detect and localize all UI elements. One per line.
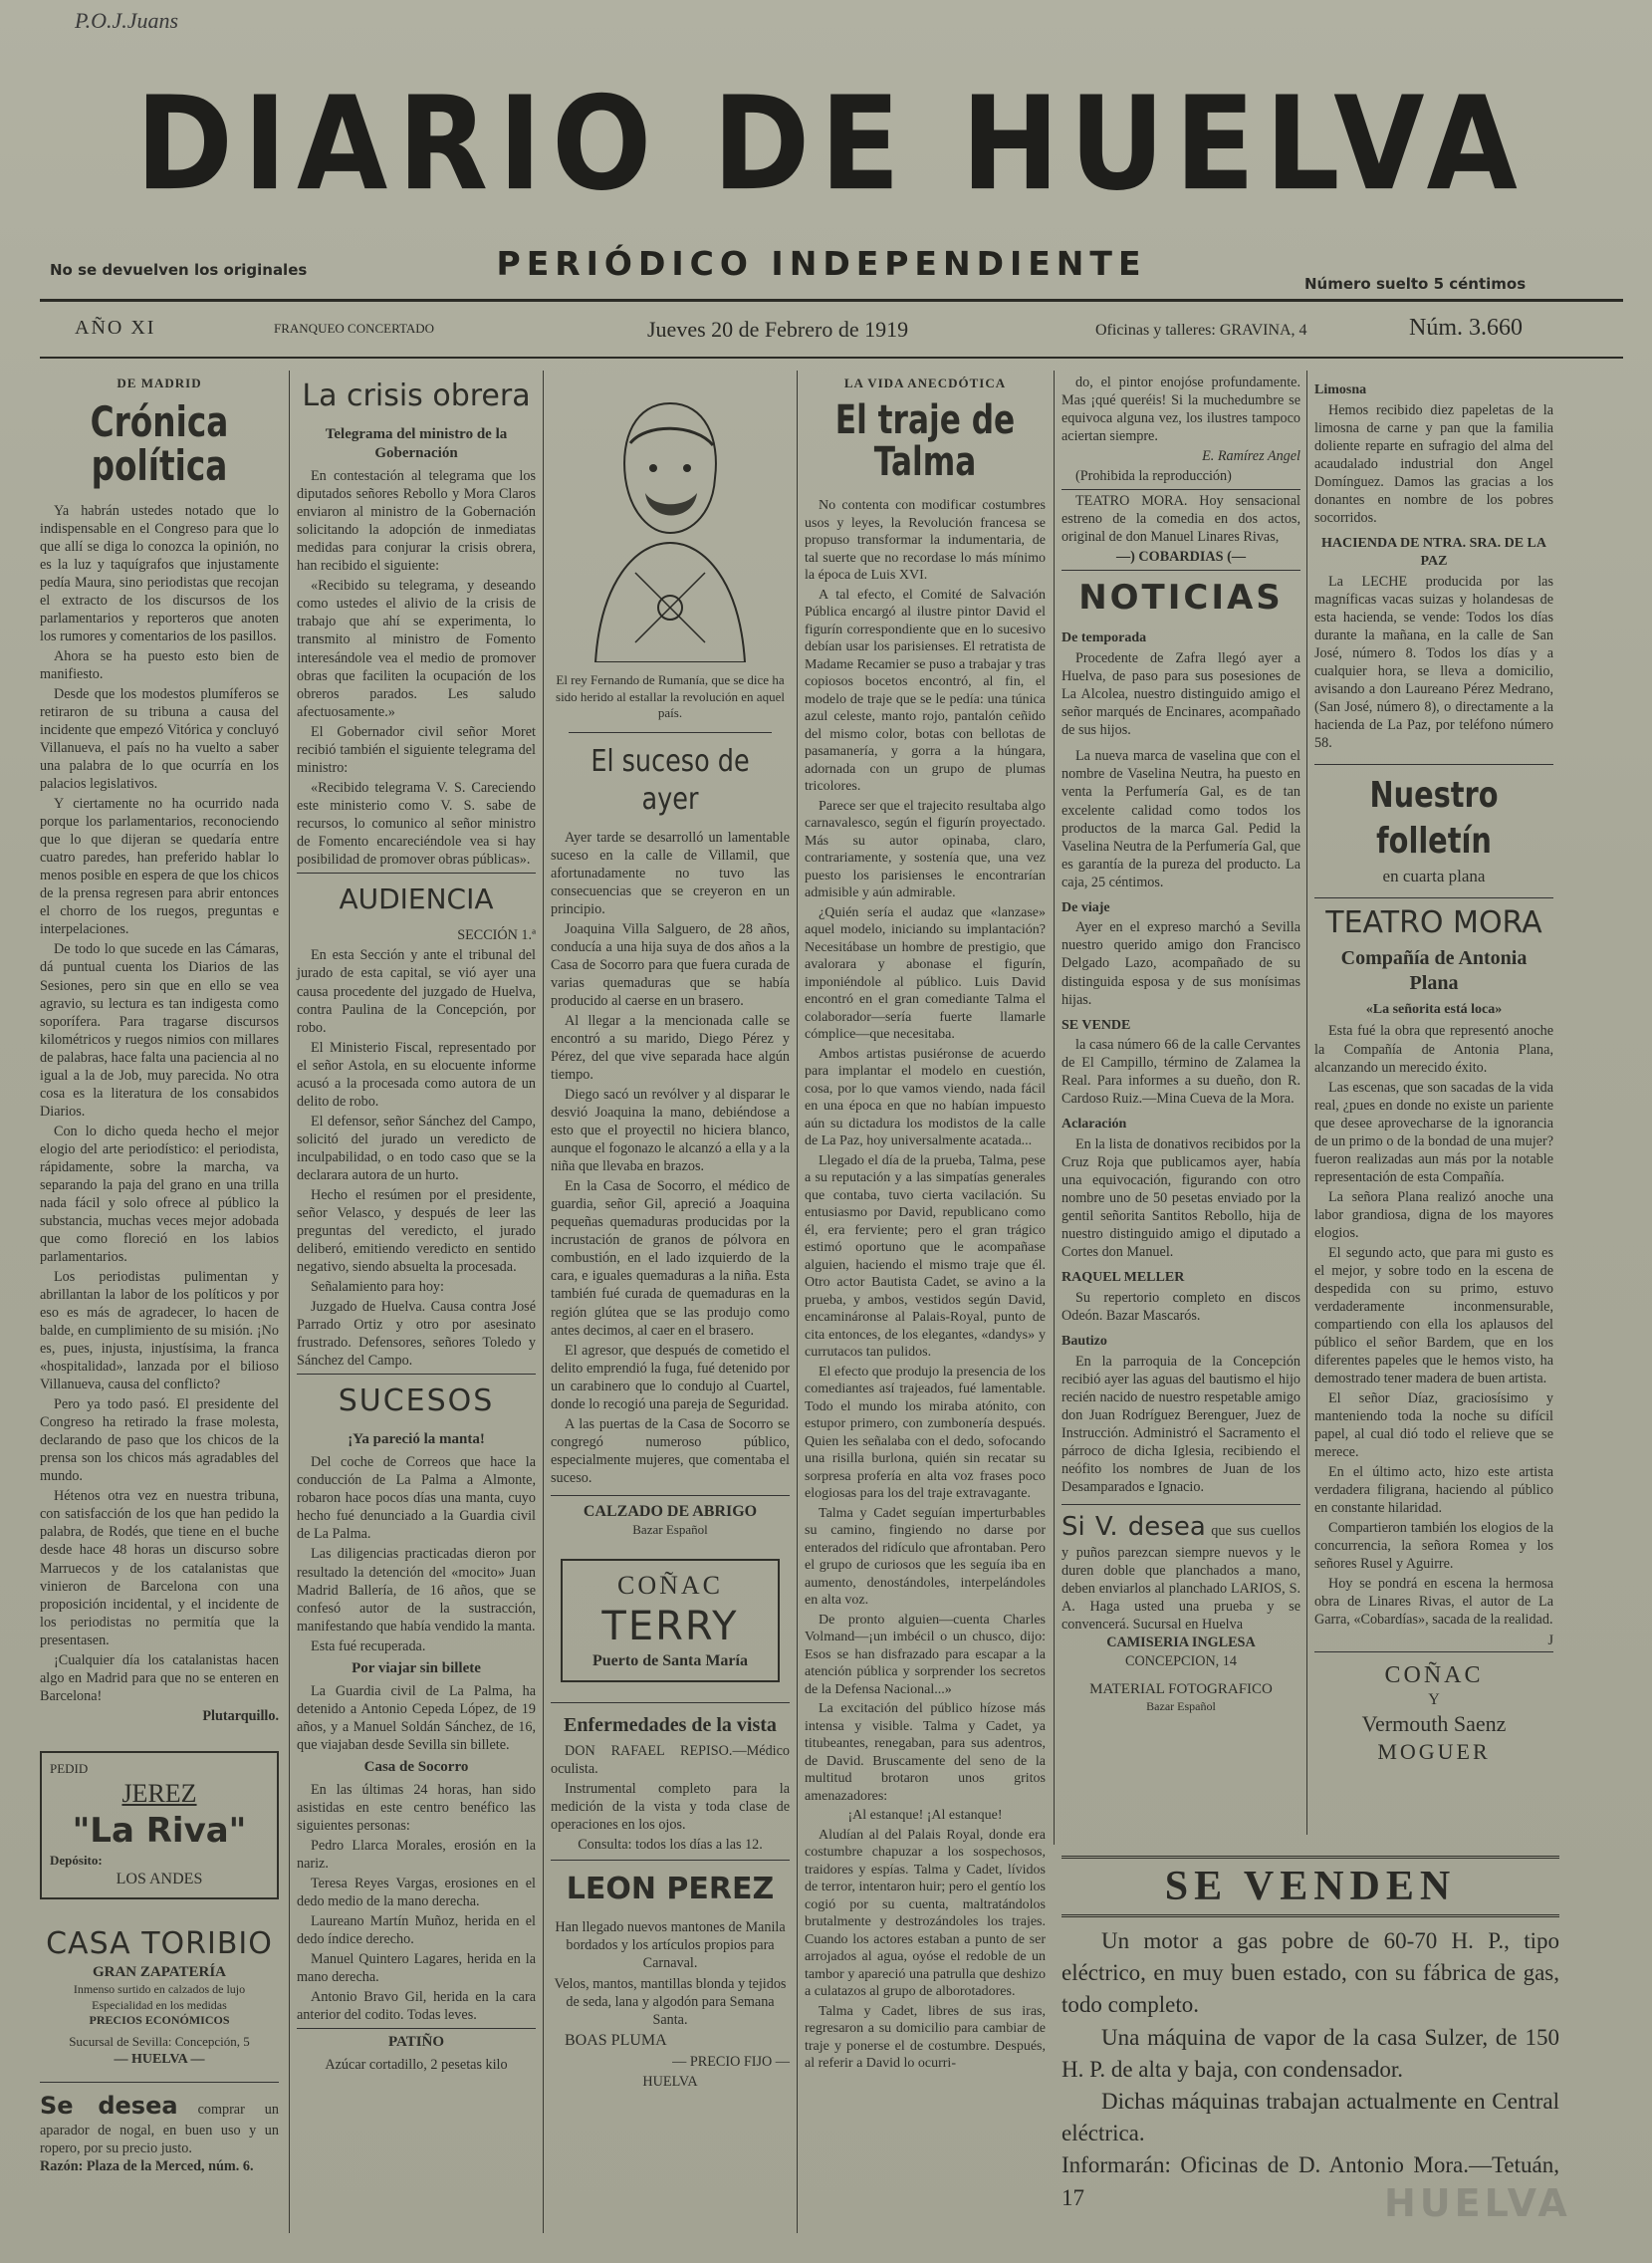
ad-brand: Vermouth Saenz xyxy=(1361,1711,1507,1737)
paragraph: Desde que los modestos plumíferos se retiraron de su tribuna a causa del incidente que empezó Vitórica y concluyó Villanueva, el país no ha vuelto a saber una palabra de lo que ocurría en los palacios legislativos. xyxy=(40,686,279,793)
article-title-cronica: Crónica política xyxy=(90,396,229,490)
paragraph: Antonio Bravo Gil, herida en la cara anterior del codito. Todas leves. xyxy=(297,1989,536,2024)
paragraph: Del coche de Correos que hace la conducción de La Palma a Almonte, robaron hace pocos días una manta, cuyo hecho fué denunciado a la Guardia civil de La Palma. xyxy=(297,1454,536,1543)
ad-line: Una máquina de vapor de la casa Sulzer, de 150 H. P. de alta y baja, con condensador. xyxy=(1062,2024,1559,2082)
ad-line: COÑAC xyxy=(1384,1661,1484,1688)
ad-head: Se desea xyxy=(40,2092,178,2121)
paragraph: Ambos artistas pusiéronse de acuerdo para implantar el modelo en cuestión, cosa, por lo que vamos viendo, nada fácil en una época en que no habían impuesto aún su dictadura los modistos de la calle de La Paz, hoy universalmente acatada... xyxy=(805,1046,1046,1149)
ad-label: PEDID xyxy=(50,1760,89,1776)
ad-line: Sucursal de Sevilla: Concepción, 5 xyxy=(69,2034,250,2050)
masthead-right-note: Número suelto 5 céntimos xyxy=(1304,275,1527,293)
article-title-suceso: El suceso de ayer xyxy=(569,732,772,819)
section-number: SECCIÓN 1.ª xyxy=(457,927,536,944)
signature: E. Ramírez Angel xyxy=(1202,448,1300,465)
ad-text: que sus cuellos y puños parezcan siempre nuevos y le duren doble que planchados a mano, deben enviarlos al planchado LARIOS, S. A. Haga usted una prueba y se convencerá. Sucursal en Huelva xyxy=(1062,1523,1300,1634)
ad-se-desea xyxy=(40,2082,279,2175)
section-label: DE MADRID xyxy=(117,376,202,390)
article-subtitle: Casa de Socorro xyxy=(363,1758,469,1775)
portrait-caption: El rey Fernando de Rumanía, que se dice ha sido herido al estallar la revolución en aquel país. xyxy=(556,672,785,720)
news-head: Bautizo xyxy=(1062,1334,1107,1350)
paragraph: No contenta con modificar costumbres usos y leyes, la Revolución francesa se propuso transformar la indumentaria, de tal suerte que no recordase lo más mínimo la época de Luis XVI. xyxy=(805,498,1046,584)
paragraph: Esta fué la obra que representó anoche la Compañía de Antonia Plana, alcanzando un merecido éxito. xyxy=(1314,1023,1553,1076)
ad-calzado xyxy=(551,1495,790,1539)
top-rule xyxy=(40,299,1623,302)
paragraph: ¿Quién sería el audaz que «lanzase» aquel modelo, iniciando su implantación? Necesitábase un hombre de prestigio, que avalorara y abonase el figurín, imponiéndole al público. Luis David encontró en el gran comediante Talma el colaborador—sería fuerte llamarle cómplice—que necesitaba. xyxy=(805,904,1046,1043)
ad-name: CASA TORIBIO xyxy=(46,1926,273,1962)
paragraph: ¡Cualquier día los catalanistas hacen algo en Madrid para que no se enteren en Barcelona! xyxy=(40,1651,279,1704)
article-title-crisis: La crisis obrera xyxy=(302,378,531,413)
paragraph: La LECHE producida por las magníficas vacas suizas y holandesas de esta hacienda, se vende: Todos los días durante la mañana, en la calle de San José, número 8. Todos los días y a cualquier hora, se lleva a domicilio, avisando a don Laureano Pérez Medrano, (San José, número 8), o directamente a la hacienda de La Paz, por teléfono número 58. xyxy=(1314,573,1553,751)
news-head: RAQUEL MELLER xyxy=(1062,1270,1185,1286)
article-title-talma: El traje de Talma xyxy=(834,397,1016,486)
ad-line: Velos, mantos, mantillas blonda y tejidos de seda, lana y algodón para Semana Santa. xyxy=(554,1975,787,2028)
article-subtitle: ¡Ya pareció la manta! xyxy=(348,1431,485,1448)
ad-line: Instrumental completo para la medición de la vista y toda clase de operaciones en los ojos. xyxy=(551,1781,790,1834)
masthead-subtitle: PERIÓDICO INDEPENDIENTE xyxy=(496,244,1147,283)
paragraph: «Recibido telegrama V. S. Careciendo este ministerio como V. S. sabe de recursos, lo comunico al señor ministro de Fomento encareciéndole vea si hay posibilidad de promover obras públicas». xyxy=(297,779,536,868)
column-crisis xyxy=(297,374,536,2076)
ad-line: COÑAC xyxy=(616,1570,723,1600)
news-head: De temporada xyxy=(1062,630,1147,646)
issue-date: Jueves 20 de Febrero de 1919 xyxy=(647,317,909,342)
paragraph: Su repertorio completo en discos Odeón. Bazar Mascarós. xyxy=(1062,1290,1300,1325)
ad-title: LEON PEREZ xyxy=(566,1872,775,1907)
paragraph: Ayer tarde se desarrolló un lamentable suceso en la calle de Villamil, que afortunadamente no tuvo las consecuencias que se creyeron en un principio. xyxy=(551,829,790,917)
paragraph: Laureano Martín Muñoz, herida en el dedo índice derecho. xyxy=(297,1913,536,1948)
ad-line: Especialidad en los medidas xyxy=(92,1997,227,2012)
section-title-noticias: NOTICIAS xyxy=(1062,570,1300,620)
paragraph: La señora Plana realizó anoche una labor grandiosa, digna de los mayores elogios. xyxy=(1314,1188,1553,1241)
ad-title: CALZADO DE ABRIGO xyxy=(583,1502,758,1520)
column-divider xyxy=(543,371,544,2233)
ad-text: comprar un aparador de nogal, en buen uso y un ropero, por su precio justo. xyxy=(40,2102,279,2156)
folletin-title: Nuestro folletín xyxy=(1314,764,1553,864)
column-divider xyxy=(1306,371,1307,1835)
news-head: De viaje xyxy=(1062,899,1110,915)
signature: J xyxy=(1547,1632,1553,1648)
ad-larios xyxy=(1062,1504,1300,1669)
ad-brand: JEREZ xyxy=(121,1779,197,1809)
article-title-audiencia: AUDIENCIA xyxy=(297,873,536,917)
ad-line: Un motor a gas pobre de 60-70 H. P., tipo eléctrico, en muy buen estado, con su fábrica de gas, todo completo. xyxy=(1062,1928,1559,2018)
folletin-subtitle: en cuarta plana xyxy=(1382,867,1486,886)
paragraph: El efecto que produjo la presencia de los comediantes así trajeados, fué lamentable. Todo el mundo los miraba atónito, con estupor primero, con zumbonería después. Quien les señalaba con el dedo, sofocando una risilla burlona, quién sin recatar su sorpresa profería en alta voz frases poco elogiosas para los del traje extravagante. xyxy=(805,1364,1046,1502)
paragraph: TEATRO MORA. Hoy sensacional estreno de la comedia en dos actos, original de don Manuel Linares Rivas, xyxy=(1062,493,1300,546)
paragraph: Compartieron también los elogios de la concurrencia, la señora Romea y los señores Rusel y Aguirre. xyxy=(1314,1520,1553,1573)
ad-place: Puerto de Santa María xyxy=(592,1652,748,1670)
article-subtitle: Telegrama del ministro de la Gobernación xyxy=(325,426,508,462)
paragraph: Con lo dicho queda hecho el mejor elogio del arte periodístico: el periodista, rápidamente, sobre la marcha, va separando la paja del grano en una trilla nada fácil y solo ofrece al público la substancia, muchas veces mejor adobada que como floreció en los labios parlamentarios. xyxy=(40,1123,279,1265)
ad-line: HUELVA xyxy=(642,2073,698,2090)
ad-material: MATERIAL FOTOGRAFICO xyxy=(1089,1680,1273,1697)
paragraph: Talma y Cadet, libres de sus iras, regresaron a su domicilio para cambiar de traje y ponerse el de costumbre. Después, al referir a David lo ocurri- xyxy=(805,2003,1046,2072)
ad-line: Consulta: todos los días a las 12. xyxy=(578,1837,763,1854)
paragraph: Pedro Llarca Morales, erosión en la nariz. xyxy=(297,1837,536,1872)
paragraph: Los periodistas pulimentan y abrillantan la labor de los políticos y por eso es más de agradecer, lo hacen de balde, en cumplimiento de su misión. ¡No es, pues, injusta, injustísima, la franca «hospitalidad», lanzada por el bilioso Villanueva, causa del conflicto? xyxy=(40,1269,279,1393)
office-address: Oficinas y talleres: GRAVINA, 4 xyxy=(1095,322,1307,339)
ad-deposit-label: Depósito: xyxy=(50,1853,103,1869)
masthead-left-note: No se devuelven los originales xyxy=(50,261,308,279)
paragraph: Procedente de Zafra llegó ayer a Huelva, de paso para sus posesiones de La Alcolea, nuestro distinguido amigo el señor marqués de Encinares, acompañado de sus hijos. xyxy=(1062,650,1300,739)
paragraph: El defensor, señor Sánchez del Campo, solicitó del jurado un veredicto de inculpabilidad, o en todo caso que se la declarara autora de un hurto. xyxy=(297,1113,536,1183)
info-rule xyxy=(40,357,1623,359)
ad-material-sub: Bazar Español xyxy=(1146,1698,1216,1713)
news-head: Aclaración xyxy=(1062,1117,1127,1132)
signature: Plutarquillo. xyxy=(202,1707,279,1724)
ad-line: Dichas máquinas trabajan actualmente en Central eléctrica. xyxy=(1062,2088,1559,2146)
masthead-title: DIARIO DE HUELVA xyxy=(135,68,1528,219)
ad-subtitle: Bazar Español xyxy=(632,1522,708,1538)
paragraph: Aludían al del Palais Royal, donde era costumbre chapuzar a los sospechosos, traidores y espías. Talma y Cadet, lívidos de terror, intentaron huir; pero el gentío los cogió por su cuenta, maltratándolos brutalmente y destrozándoles los trajes. Cuando los actores estaban a punto de ser arrojados al agua, oyóse el redoble de un tambor y apareció una patrulla que deshizo a culatazos al grupo de alborotadores. xyxy=(805,1827,1046,2000)
teatro-title: TEATRO MORA xyxy=(1314,897,1553,942)
ad-casa-toribio xyxy=(40,1925,279,2068)
ad-brand: TERRY xyxy=(601,1603,739,1649)
ad-place: LOS ANDES xyxy=(116,1870,203,1887)
paragraph: A las puertas de la Casa de Socorro se congregó numeroso público, especialmente mujeres, que comentaba el suceso. xyxy=(551,1415,790,1486)
ad-line: — PRECIO FIJO — xyxy=(672,2053,790,2070)
paragraph: Llegado el día de la prueba, Talma, pese a su reputación y a las simpatías generales que contaba, tuvo cierta vacilación. Su entusiasmo por David, republicano como él, era ferviente; pero el gran trágico estimó oportuno que le acompañase alguien, haciendo el mismo traje que él. Otro actor Bautista Cadet, se avino a la prueba, y ambos, vestidos según David, encamináronse al Palais-Royal, punto de cita entonces, de los elegantes, «dandys» y currutacos tan pulidos. xyxy=(805,1152,1046,1361)
paragraph: Hemos recibido diez papeletas de la limosna de carne y pan que la familia doliente reparte en sufragio del alma del acaudalado industrial don Angel Domínguez. Damos las gracias a los donantes en nombre de los pobres socorridos. xyxy=(1314,401,1553,526)
ad-line: CAMISERIA INGLESA xyxy=(1106,1634,1256,1651)
paragraph: do, el pintor enojóse profundamente. Mas ¡qué queréis! Si la muchedumbre se equivoca alguna vez, los ilustres tampoco aciertan siempre. xyxy=(1062,375,1300,445)
play-title: «La señorita está loca» xyxy=(1365,1001,1503,1017)
note: (Prohibida la reproducción) xyxy=(1062,467,1300,490)
ad-subtitle: GRAN ZAPATERÍA xyxy=(92,1964,227,1981)
paragraph: En la lista de donativos recibidos por la Cruz Roja que publicamos ayer, había una equivocación, figurando con otro nombre uno de 50 pesetas enviado por la gentil señorita Santitos Rebollo, hija de nuestro distinguido amigo el diputado a Cortes don Manuel. xyxy=(1062,1136,1300,1261)
paragraph: En el último acto, hizo este artista verdadera filigrana, haciendo al público en constante hilaridad. xyxy=(1314,1464,1553,1517)
column-divider xyxy=(289,371,290,2233)
paragraph: El señor Díaz, graciosísimo y manteniendo toda la noche su difícil papel, al cual dió todo el relieve que se merece. xyxy=(1314,1390,1553,1461)
ad-line: Han llegado nuevos mantones de Manila bordados y los artículos propios para Carnaval. xyxy=(555,1919,786,1972)
paragraph: La Guardia civil de La Palma, ha detenido a Antonio Cepeda López, de 19 años, y a Manuel Soldán Sánchez, de 16, que viajaban desde Sevilla sin billete. xyxy=(297,1682,536,1753)
ad-title: Enfermedades de la vista xyxy=(564,1713,777,1736)
franqueo-note: FRANQUEO CONCERTADO xyxy=(274,321,435,336)
ad-line: PRECIOS ECONÓMICOS xyxy=(89,2012,230,2027)
column-divider xyxy=(797,371,798,2233)
ad-line: Informarán: Oficinas de D. Antonio Mora.—Tetuán, 17 xyxy=(1062,2152,1559,2210)
handwritten-stamp: P.O.J.Juans xyxy=(75,8,179,33)
paragraph: A tal efecto, el Comité de Salvación Pública encargó al ilustre pintor David el figurín correspondiente que en lo sucesivo debían usar los parisienses. El retratista de Madame Recamier se puso a trabajar y tras copiosos bocetos encontró, al fin, el modelo de traje que se le pedía: una túnica azul celeste, manto rojo, pantalón ceñido del mismo color, botas con bellotas de pasamanería, y gorra a la húngara, adornada con un grupo de plumas tricolores. xyxy=(805,587,1046,795)
paragraph: La excitación del público hízose más intensa y visible. Talma y Cadet, ya titubeantes, renegaban, para sus adentros, de David. Bruscamente del seno de la multitud brotaron unos gritos amenazadores: xyxy=(805,1701,1046,1804)
paragraph: El Gobernador civil señor Moret recibió también el siguiente telegrama del ministro: xyxy=(297,723,536,776)
ad-line: Inmenso surtido en calzados de lujo xyxy=(73,1982,246,1997)
column-noticias xyxy=(1062,374,1300,1714)
paragraph: En la parroquia de la Concepción recibió ayer las aguas del bautismo el hijo recién nacido de nuestro respetable amigo don Juan Rodríguez Berenguer, Juez de Instrucción. Administró el Sacramento el párroco de dicha Iglesia, recibiendo el neófito los nombres de Juan de los Desamparados e Ignacio. xyxy=(1062,1354,1300,1496)
section-label: LA VIDA ANECDÓTICA xyxy=(843,376,1007,390)
paragraph: La nueva marca de vaselina que con el nombre de Vaselina Neutra, ha puesto en venta la Perfumería Gal, es de tan excelente calidad como todos los productos de la marca Gal. Pedid la Vaselina Neutra de la Perfumería Gal, que es garantía de la pureza del producto. La caja, 25 céntimos. xyxy=(1062,748,1300,890)
portrait-drawing xyxy=(576,383,765,662)
ad-se-venden xyxy=(1062,1848,1559,2214)
paragraph: En las últimas 24 horas, han sido asistidas en este centro benéfico las siguientes personas: xyxy=(297,1781,536,1834)
news-head: SE VENDE xyxy=(1062,1017,1131,1033)
paragraph: Las diligencias practicadas dieron por resultado la detención del «mocito» Juan Madrid Ballería, de 16 años, que se confesó autor de la sustracción, manifestando que había vendido la manta. xyxy=(297,1546,536,1634)
column-divider xyxy=(1054,371,1055,1845)
column-teatro xyxy=(1314,374,1553,1766)
paragraph: El Ministerio Fiscal, representado por el señor Astola, en su elocuente informe acusó a la procesada como autora de un delito de robo. xyxy=(297,1039,536,1110)
paragraph: Y ciertamente no ha ocurrido nada porque los parlamentarios, reconociendo que lo que dijeran se quedaría entre cuatro paredes, han preferido hablar lo menos posible en espera de que los chicos de la prensa regresen para abrir entonces el chorro de los ruegos, preguntas e interpelaciones. xyxy=(40,796,279,938)
king-portrait-illustration xyxy=(576,383,765,662)
paragraph: De pronto alguien—cuenta Charles Volmand—¡un imbécil o un chusco, dijo: Esos se han disfrazado para escapar a la atención pública y sorprender los secretos de la Defensa Nacional...» xyxy=(805,1612,1046,1697)
paragraph: Esta fué recuperada. xyxy=(311,1637,426,1654)
ad-vista xyxy=(551,1702,790,1855)
paragraph: Parece ser que el trajecito resultaba algo carnavalesco, según el figurín proyectado. Más su autor opinaba, claro, contrariamente, y sostenía que, una vez puesto los parisienses le encontrarían admisible y aún admirable. xyxy=(805,798,1046,901)
paragraph: Hecho el resúmen por el presidente, señor Velasco, y después de leer las preguntas del veredicto, el jurado deliberó, emitiendo veredicto en sentido negativo, siendo absuelta la procesada. xyxy=(297,1186,536,1275)
column-talma xyxy=(805,374,1046,2075)
paragraph: El segundo acto, que para mi gusto es el mejor, y sobre todo en la escena de despedida con su primo, estuvo verdaderamente inconmensurable, compartiendo con ella los aplausos del público el señor Bardem, que en los diferentes papeles que le hemos visto, ha demostrado tener madera de buen artista. xyxy=(1314,1244,1553,1387)
paragraph: Señalamiento para hoy: xyxy=(311,1279,444,1296)
news-head: HACIENDA DE NTRA. SRA. DE LA PAZ xyxy=(1321,535,1546,569)
paragraph: Teresa Reyes Vargas, erosiones en el dedo medio de la mano derecha. xyxy=(297,1876,536,1910)
paragraph: ¡Al estanque! ¡Al estanque! xyxy=(847,1808,1003,1824)
paragraph: Hétenos otra vez en nuestra tribuna, con satisfacción de los que han pedido la palabra, de Rodés, que tiene en el buche desde hace 48 horas un discurso sobre Marruecos y de los catalanistas que vinieron de Barcelona con una proposición incidental, y el incidente de los periodistas no permitía que la presentasen. xyxy=(40,1488,279,1648)
paragraph: Las escenas, que son sacadas de la vida real, ¿pues en donde no existe un pariente que desee aprovecharse de la ignorancia de un primo o de la bondad de una mujer? fueron realizadas aun más por la notable representación de esta Compañía. xyxy=(1314,1079,1553,1185)
play-title: —) COBARDIAS (— xyxy=(1115,549,1247,566)
paragraph: Ahora se ha puesto esto bien de manifiesto. xyxy=(40,647,279,682)
ad-line: BOAS PLUMA xyxy=(565,2031,667,2049)
paragraph: Talma y Cadet seguían imperturbables su camino, fingiendo no darse por enterados del ridículo que afrontaban. Pero el grupo de curiosos que les seguía iba en aumento, denostándoles, interpelándoles en alta voz. xyxy=(805,1505,1046,1609)
issue-year: AÑO XI xyxy=(75,317,156,339)
ad-line: DON RAFAEL REPISO.—Médico oculista. xyxy=(551,1743,790,1778)
issue-number: Núm. 3.660 xyxy=(1409,315,1523,341)
paragraph: El agresor, que después de cometido el delito emprendió la fuga, fué detenido por un carabinero que lo condujo al Cuartel, donde lo recogió una pareja de Seguridad. xyxy=(551,1342,790,1412)
paragraph: Juzgado de Huelva. Causa contra José Parrado Ortiz y otro por asesinato frustrado. Defensores, señores Toledo y Sánchez del Campo. xyxy=(297,1299,536,1370)
paragraph: Al llegar a la mencionada calle se encontró a su marido, Diego Pérez y Pérez, del que vive separada hace algún tiempo. xyxy=(551,1013,790,1084)
paragraph: De todo lo que sucede en las Cámaras, dá puntual cuenta los Diarios de las Sesiones, pero sin que en ello se vea agravio, su lectura es tan indigesta como soporífera. Para tragarse discursos kilométricos y ruegos nimios con millares de palabras, hace falta una paciencia al no igual a la de Job, muy parecida. No otra cosa es la literatura de los consabidos Diarios. xyxy=(40,941,279,1120)
ad-place: MOGUER xyxy=(1377,1739,1491,1765)
paragraph: Hoy se pondrá en escena la hermosa obra de Linares Rivas, el autor de La Garra, «Cobardías», sacada de la realidad. xyxy=(1314,1576,1553,1629)
paragraph: Pero ya todo pasó. El presidente del Congreso ha retirado la frase molesta, declarando de paso que los chicos de la prensa son los chicos más agradables del mundo. xyxy=(40,1396,279,1485)
article-subtitle: Por viajar sin billete xyxy=(352,1659,481,1676)
paragraph: Joaquina Villa Salguero, de 28 años, conducía a una hija suya de dos años a la Casa de Socorro para que fuera curada de varias quemaduras que se había producido al caerse en un brasero. xyxy=(551,920,790,1009)
column-cronica xyxy=(40,374,279,2175)
ad-name: "La Riva" xyxy=(72,1811,247,1852)
ad-line: CONCEPCION, 14 xyxy=(1125,1652,1237,1669)
paragraph: Diego sacó un revólver y al disparar le desvió Joaquina la mano, debiéndose a esto que el proyectil no hiciera blanco, aunque el fogonazo le alcanzó a ella y a la niña que llevaba en brazos. xyxy=(551,1087,790,1175)
paragraph: En esta Sección y ante el tribunal del jurado de esta capital, se vió ayer una causa procedente del juzgado de Huelva, contra Paulina de la Concepción, por robo. xyxy=(297,947,536,1036)
ad-terry xyxy=(561,1559,780,1682)
ad-vermouth-saenz xyxy=(1314,1651,1553,1767)
paragraph: la casa número 66 de la calle Cervantes de El Campillo, término de Zalamea la Real. Para informes a su dueño, don R. Cardoso Ruiz.—Mina Cueva de la Mora. xyxy=(1062,1037,1300,1108)
article-title-sucesos: SUCESOS xyxy=(297,1374,536,1420)
paragraph: Ya habrán ustedes notado que lo indispensable en el Congreso para que lo que allí se diga lo conozca la opinión, no es la luz y taquígrafos que injustamente pedía Maura, sino periodistas que recojan el extracto de los discursos de los parlamentarios y reporteros que anoten los rumores y comentarios de los pasillos. xyxy=(40,502,279,644)
column-suceso xyxy=(551,374,790,2093)
paragraph: En la Casa de Socorro, el médico de guardia, señor Gil, apreció a Joaquina pequeñas quemaduras producidas por la incrustación de granos de pólvora en combustión, en el lado izquierdo de la cara, e iguales quemaduras a la niña. Esta también fué curada de quemaduras en la región glútea que se las produjo como antes decimos, al caer en el brasero. xyxy=(551,1178,790,1339)
ad-leon-perez xyxy=(551,1860,790,2091)
ad-title-patino: PATIÑO xyxy=(297,2028,536,2052)
paragraph: «Recibido su telegrama, y deseando como ustedes el alivio de la crisis de trabajo que ahí se experimenta, lo transmito al ministro de Fomento interesándole vea el medio de promover obras que faciliten la ocupación de los obreros parados. Les saludo afectuosamente.» xyxy=(297,578,536,720)
ad-title: SE VENDEN xyxy=(1062,1856,1559,1917)
paragraph: Manuel Quintero Lagares, herida en la mano derecha. xyxy=(297,1951,536,1986)
ad-la-riva xyxy=(40,1751,279,1900)
ad-line: Y xyxy=(1428,1691,1440,1709)
news-head: Limosna xyxy=(1314,382,1367,397)
ad-line: — HUELVA — xyxy=(114,2051,205,2067)
paragraph: Ayer en el expreso marchó a Sevilla nuestro querido amigo don Francisco Delgado Lazo, acompañado de su distinguida esposa y de sus monísimas hijas. xyxy=(1062,919,1300,1008)
company-title: Compañía de Antonia Plana xyxy=(1340,946,1528,995)
ad-contact: Razón: Plaza de la Merced, núm. 6. xyxy=(40,2157,254,2174)
ad-head: Si V. desea xyxy=(1062,1512,1206,1543)
paragraph: En contestación al telegrama que los diputados señores Rebollo y Mora Claros enviaron al ministro de la Gobernación solicitando la adopción de inmediatas medidas para conjurar la crisis obrera, han recibido el siguiente: xyxy=(297,468,536,575)
archive-watermark: HUELVA xyxy=(1384,2181,1571,2225)
ad-text: Azúcar cortadillo, 2 pesetas kilo xyxy=(325,2057,508,2074)
